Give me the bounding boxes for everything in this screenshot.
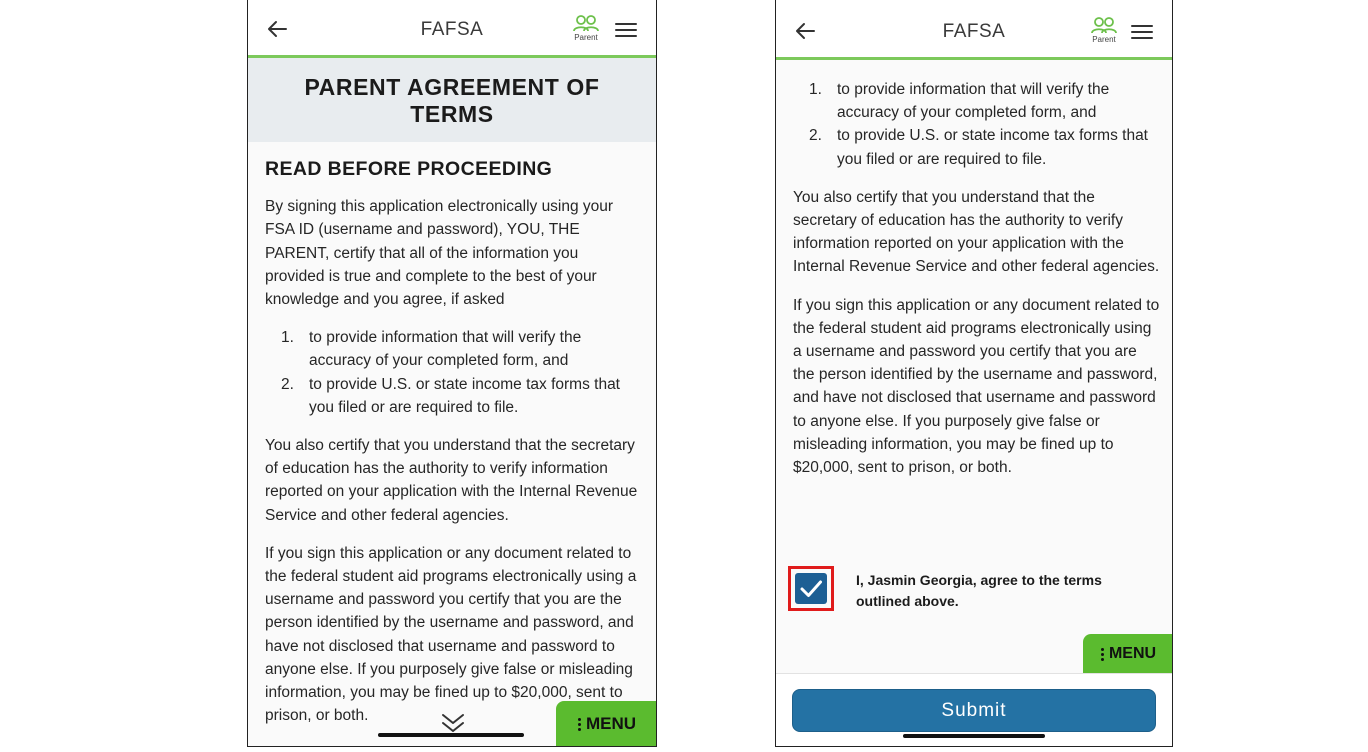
home-indicator bbox=[378, 733, 524, 737]
list-item bbox=[281, 373, 642, 419]
menu-button[interactable] bbox=[1083, 634, 1173, 674]
agree-checkbox[interactable] bbox=[795, 573, 827, 604]
hamburger-icon[interactable] bbox=[1131, 25, 1153, 41]
phone-screen-right bbox=[775, 0, 1173, 747]
header-title: FAFSA bbox=[942, 21, 1006, 42]
page-title: PARENT AGREEMENT OF TERMS bbox=[304, 74, 600, 127]
chevron-down-icon[interactable] bbox=[440, 712, 466, 734]
parent-people-icon bbox=[1091, 17, 1117, 34]
parent-people-icon bbox=[573, 15, 599, 32]
more-vertical-icon bbox=[1101, 646, 1104, 663]
section-heading: READ BEFORE PROCEEDING bbox=[265, 158, 553, 180]
intro-paragraph: By signing this application electronically using your FSA ID (username and password), YOU, THE PARENT, certify that all of the information you provided is true and complete to the best of your knowledge and you agree, if asked bbox=[265, 198, 614, 309]
list-number: 1. bbox=[281, 329, 294, 347]
more-vertical-icon bbox=[578, 716, 581, 733]
parent-badge[interactable] bbox=[1087, 17, 1121, 44]
menu-label: MENU bbox=[585, 714, 637, 733]
header-title: FAFSA bbox=[420, 19, 484, 40]
certify-paragraph: You also certify that you understand that the secretary of education has the authority to verify information reported on your application with the Internal Revenue Service and other federal agencies. bbox=[793, 188, 1160, 276]
sign-paragraph: If you sign this application or any document related to the federal student aid programs electronically using a username and password you certify that you are the person identified by the username and password, and have not disclosed that username and password to anyone else. If you purposely give false or misleading information, you may be fined up to $20,000, sent to prison, or both. bbox=[265, 544, 637, 725]
list-text: to provide information that will verify the accuracy of your completed form, and bbox=[309, 329, 582, 370]
list-text: to provide U.S. or state income tax forms that you filed or are required to file. bbox=[309, 375, 620, 416]
list-number: 2. bbox=[809, 127, 822, 145]
list-text: to provide information that will verify the accuracy of your completed form, and bbox=[837, 81, 1110, 122]
sign-paragraph: If you sign this application or any document related to the federal student aid programs electronically using a username and password you certify that you are the person identified by the username and password, and have not disclosed that username and password to anyone else. If you purposely give false or misleading information, you may be fined up to $20,000, sent to prison, or both. bbox=[793, 296, 1160, 477]
app-header bbox=[248, 0, 656, 58]
list-item bbox=[809, 78, 1160, 124]
list-item bbox=[281, 326, 642, 372]
list-number: 2. bbox=[281, 375, 294, 393]
menu-label: MENU bbox=[1108, 645, 1157, 662]
list-text: to provide U.S. or state income tax forms that you filed or are required to file. bbox=[837, 127, 1148, 168]
checkmark-icon bbox=[795, 573, 827, 604]
app-header bbox=[776, 0, 1172, 60]
agree-checkbox-highlight bbox=[788, 566, 834, 611]
menu-button[interactable] bbox=[556, 701, 657, 747]
parent-badge[interactable] bbox=[569, 15, 603, 42]
list-item bbox=[809, 124, 1160, 170]
parent-label: Parent bbox=[574, 33, 598, 42]
agreement-list bbox=[281, 326, 642, 419]
submit-button[interactable]: Submit bbox=[792, 689, 1156, 732]
parent-label: Parent bbox=[1092, 35, 1116, 44]
terms-content bbox=[265, 158, 642, 742]
terms-content bbox=[793, 78, 1160, 494]
page-title-banner bbox=[248, 58, 656, 142]
certify-paragraph: You also certify that you understand that the secretary of education has the authority to verify information reported on your application with the Internal Revenue Service and other federal agencies. bbox=[265, 437, 638, 524]
agree-label[interactable]: I, Jasmin Georgia, agree to the terms outlined above. bbox=[856, 572, 1102, 609]
agreement-list bbox=[809, 78, 1160, 171]
list-number: 1. bbox=[809, 81, 822, 98]
phone-screen-left bbox=[247, 0, 657, 747]
hamburger-icon[interactable] bbox=[615, 23, 637, 39]
home-indicator bbox=[903, 734, 1045, 738]
